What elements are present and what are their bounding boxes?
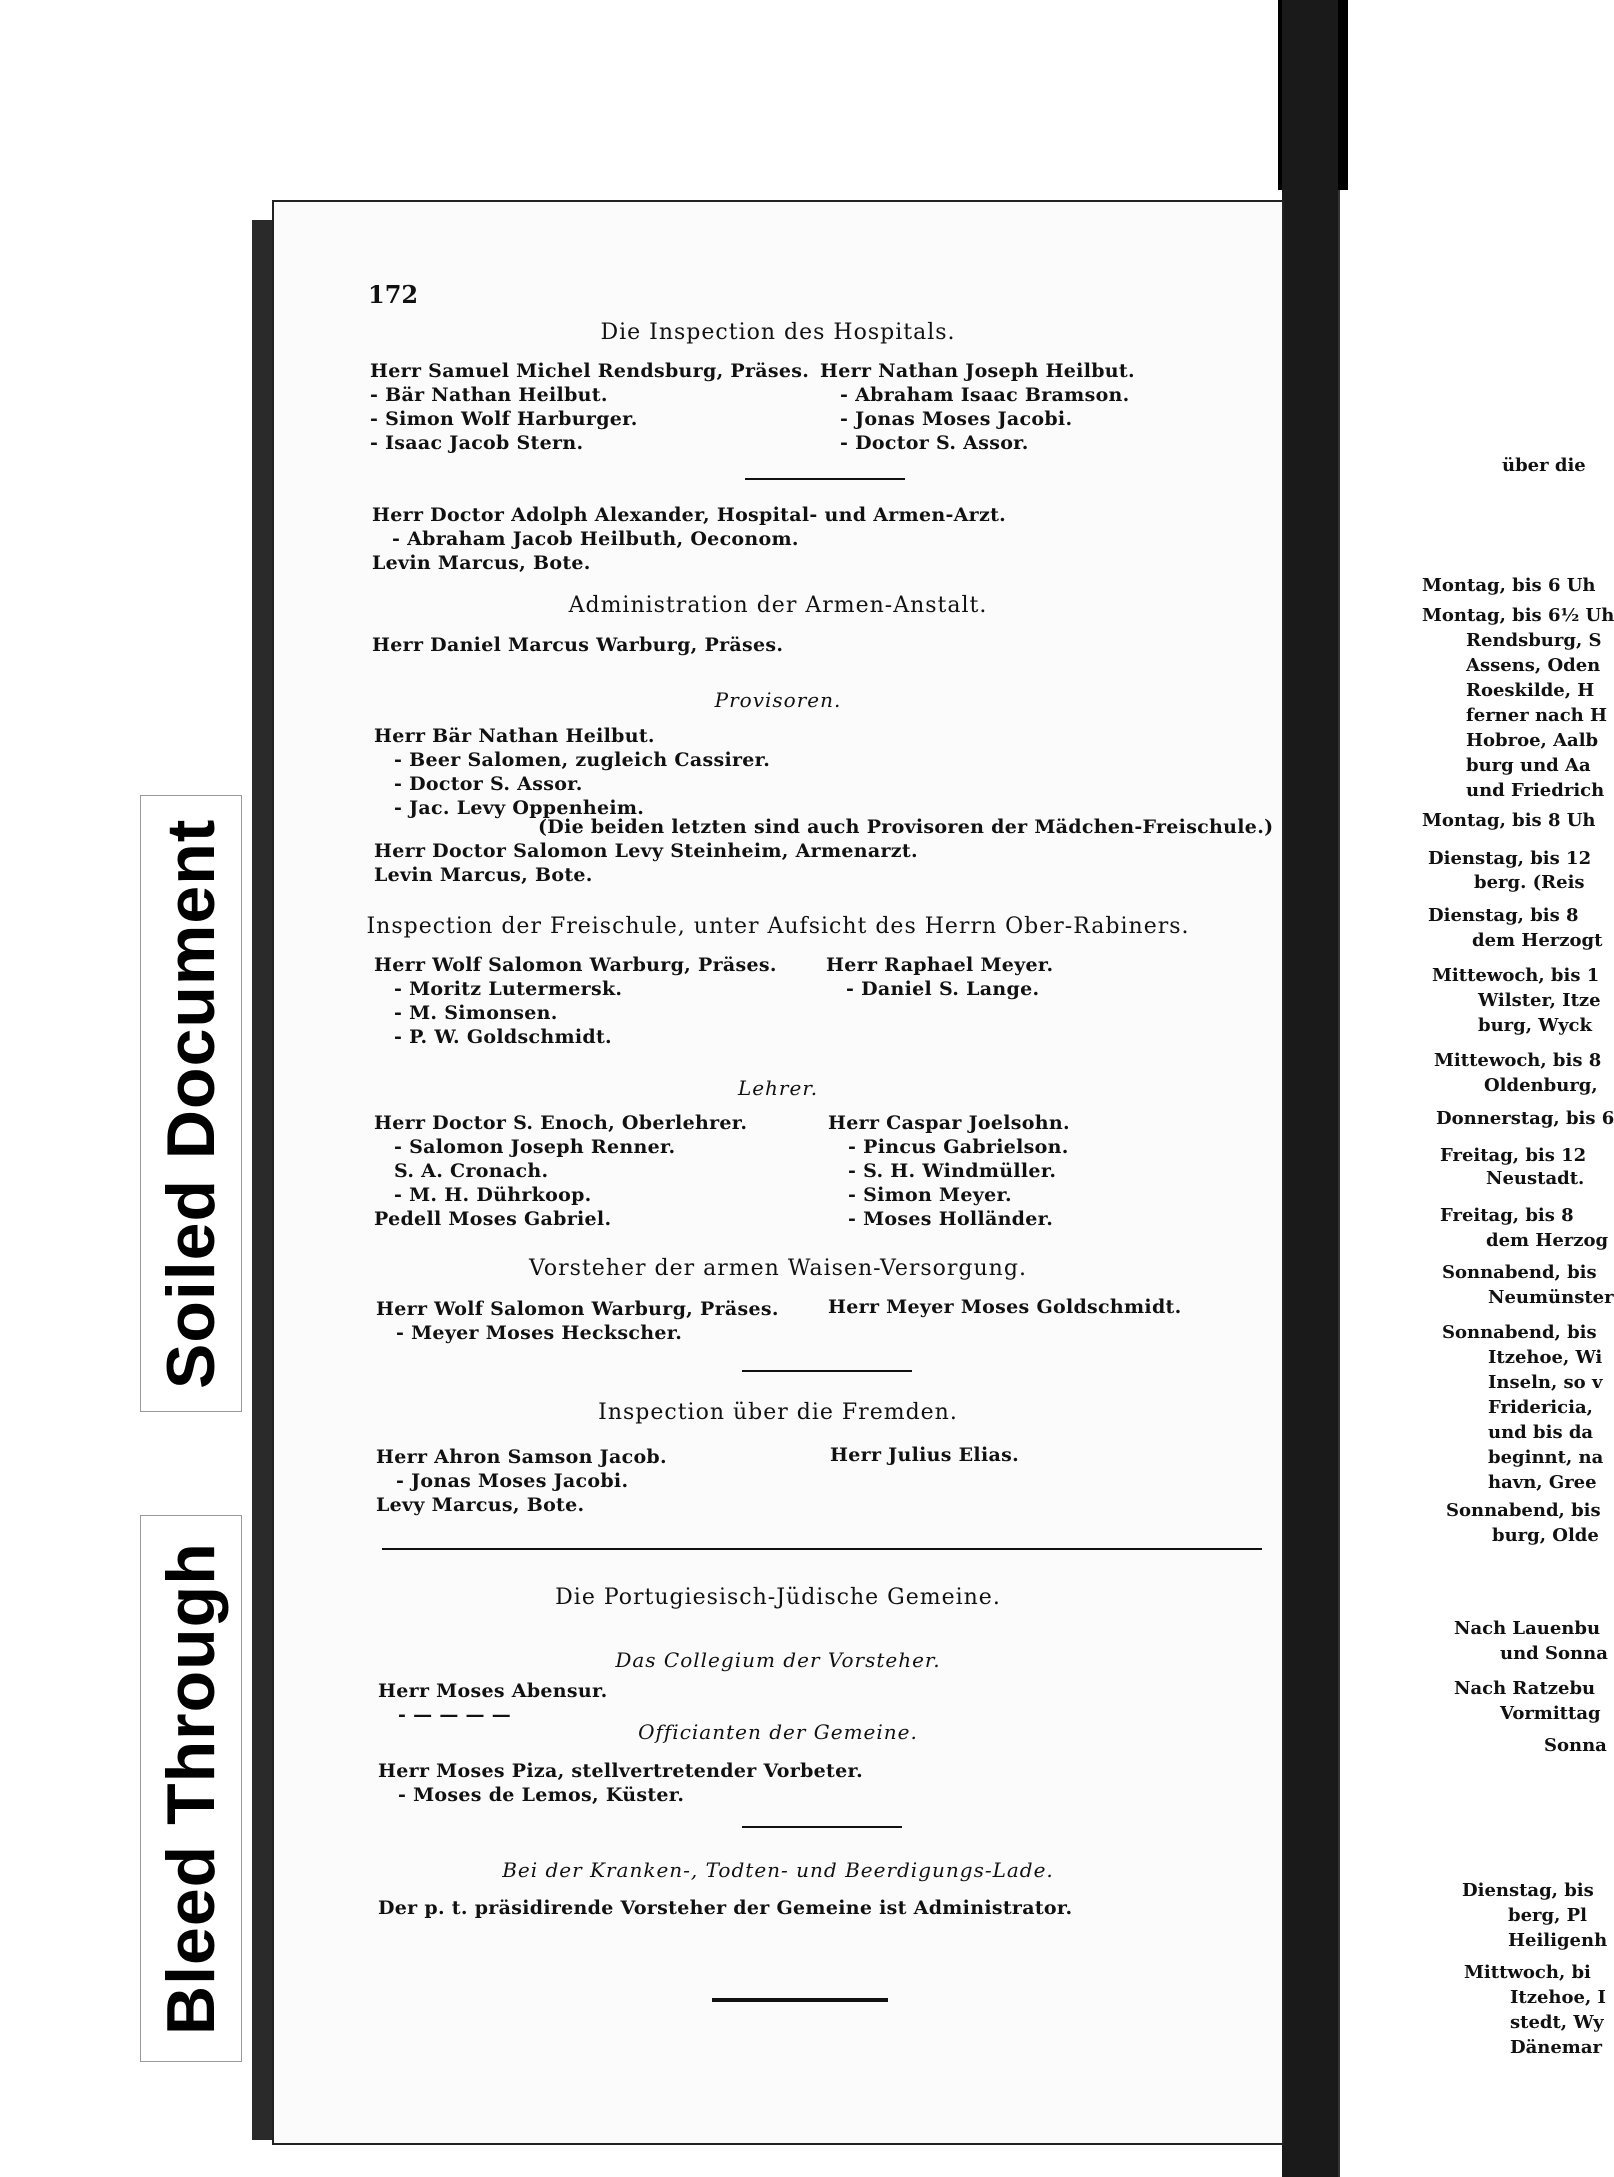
facing-page-line: Mittewoch, bis 8 (1434, 1050, 1602, 1071)
facing-page-line: Assens, Oden (1466, 655, 1601, 676)
facing-page-line: Inseln, so v (1488, 1372, 1603, 1393)
facing-page-line: Vormittag (1500, 1703, 1601, 1724)
staff-0: Herr Doctor Adolph Alexander, Hospital- und Armen-Arzt. (372, 504, 1007, 526)
facing-page-line: burg, Olde (1492, 1525, 1599, 1546)
provisor-5: Herr Doctor Salomon Levy Steinheim, Armenarzt. (374, 840, 918, 862)
facing-page-line: Oldenburg, (1484, 1075, 1598, 1096)
facing-page-line: Sonnabend, bis (1442, 1322, 1597, 1343)
provisor-6: Levin Marcus, Bote. (374, 864, 593, 886)
facing-page-line: burg und Aa (1466, 755, 1591, 776)
officianten-1: - Moses de Lemos, Küster. (398, 1784, 685, 1806)
freischule-left-3: - P. W. Goldschmidt. (394, 1026, 612, 1048)
facing-page-line: beginnt, na (1488, 1447, 1604, 1468)
facing-page-line: über die (1502, 455, 1586, 476)
bleed-through-label: Bleed Through (140, 1515, 242, 2062)
lehrer-left-2: S. A. Cronach. (394, 1160, 549, 1182)
lade-title: Bei der Kranken-, Todten- und Beerdigungs-Lade. (502, 1858, 1054, 1882)
facing-page-line: stedt, Wy (1510, 2012, 1604, 2033)
lehrer-right-3: - Simon Meyer. (848, 1184, 1012, 1206)
provisor-3: - Jac. Levy Oppenheim. (394, 797, 645, 819)
facing-page-line: burg, Wyck (1478, 1015, 1592, 1036)
facing-page-line: Dienstag, bis 8 (1428, 905, 1579, 926)
facing-page-line: Dienstag, bis 12 (1428, 848, 1592, 869)
freischule-right-1: - Daniel S. Lange. (846, 978, 1040, 1000)
page-number: 172 (368, 280, 419, 309)
armen-line: Herr Daniel Marcus Warburg, Präses. (372, 634, 784, 656)
book-spine (1282, 0, 1338, 2177)
provisor-note: (Die beiden letzten sind auch Provisoren der Mädchen-Freischule.) (538, 816, 1274, 838)
facing-page-line: Freitag, bis 8 (1440, 1205, 1574, 1226)
facing-page-line: havn, Gree (1488, 1472, 1597, 1493)
provisor-1: - Beer Salomen, zugleich Cassirer. (394, 749, 771, 771)
hospital-left-0: Herr Samuel Michel Rendsburg, Präses. (370, 360, 810, 382)
section-divider (382, 1548, 1262, 1550)
facing-page-line: Dänemar (1510, 2037, 1603, 2058)
staff-2: Levin Marcus, Bote. (372, 552, 591, 574)
page-edge (252, 220, 274, 2140)
lehrer-title: Lehrer. (737, 1076, 819, 1100)
armen-title: Administration der Armen-Anstalt. (568, 593, 988, 618)
lehrer-left-4: Pedell Moses Gabriel. (374, 1208, 612, 1230)
freischule-title: Inspection der Freischule, unter Aufsicht des Herrn Ober-Rabiners. (366, 914, 1190, 939)
staff-1: - Abraham Jacob Heilbuth, Oeconom. (392, 528, 799, 550)
facing-page-line: Roeskilde, H (1466, 680, 1595, 701)
facing-page-line: berg. (Reis (1474, 872, 1585, 893)
lehrer-right-2: - S. H. Windmüller. (848, 1160, 1057, 1182)
fremden-left-1: - Jonas Moses Jacobi. (396, 1470, 629, 1492)
end-ornament (712, 1998, 888, 2002)
freischule-left-1: - Moritz Lutermersk. (394, 978, 623, 1000)
facing-page-line: Sonna (1544, 1735, 1607, 1756)
waisen-title: Vorsteher der armen Waisen-Versorgung. (529, 1256, 1027, 1281)
lehrer-left-1: - Salomon Joseph Renner. (394, 1136, 676, 1158)
hospital-left-2: - Simon Wolf Harburger. (370, 408, 638, 430)
facing-page-line: berg, Pl (1508, 1905, 1588, 1926)
hospital-right-3: - Doctor S. Assor. (840, 432, 1029, 454)
divider (742, 1826, 902, 1828)
lehrer-left-3: - M. H. Dührkoop. (394, 1184, 592, 1206)
divider (745, 478, 905, 480)
facing-page-line: Hobroe, Aalb (1466, 730, 1599, 751)
hospital-right-0: Herr Nathan Joseph Heilbut. (820, 360, 1135, 382)
provisoren-title: Provisoren. (714, 688, 842, 712)
facing-page-line: Donnerstag, bis 6 (1436, 1108, 1614, 1129)
facing-page-line: Neustadt. (1486, 1168, 1585, 1189)
facing-page-line: und Sonna (1500, 1643, 1608, 1664)
hospital-left-1: - Bär Nathan Heilbut. (370, 384, 608, 406)
collegium-0: Herr Moses Abensur. (378, 1680, 608, 1702)
officianten-title: Officianten der Gemeine. (638, 1720, 918, 1744)
facing-page-line: dem Herzogt (1472, 930, 1603, 951)
portugiesisch-title: Die Portugiesisch-Jüdische Gemeine. (555, 1585, 1001, 1610)
facing-page-line: Heiligenh (1508, 1930, 1608, 1951)
freischule-right-0: Herr Raphael Meyer. (826, 954, 1054, 976)
fremden-left-0: Herr Ahron Samson Jacob. (376, 1446, 667, 1468)
facing-page-line: Freitag, bis 12 (1440, 1145, 1587, 1166)
lehrer-left-0: Herr Doctor S. Enoch, Oberlehrer. (374, 1112, 748, 1134)
facing-page-line: Montag, bis 6½ Uh (1422, 605, 1614, 626)
facing-page-line: Mittwoch, bi (1464, 1962, 1591, 1983)
facing-page-line: Fridericia, (1488, 1397, 1593, 1418)
facing-page-line: dem Herzog (1486, 1230, 1609, 1251)
facing-page-line: Nach Lauenbu (1454, 1618, 1601, 1639)
facing-page-line: Nach Ratzebu (1454, 1678, 1596, 1699)
waisen-left-0: Herr Wolf Salomon Warburg, Präses. (376, 1298, 779, 1320)
waisen-left-1: - Meyer Moses Heckscher. (396, 1322, 683, 1344)
freischule-left-0: Herr Wolf Salomon Warburg, Präses. (374, 954, 777, 976)
freischule-left-2: - M. Simonsen. (394, 1002, 558, 1024)
officianten-0: Herr Moses Piza, stellvertretender Vorbeter. (378, 1760, 863, 1782)
facing-page-line: Montag, bis 8 Uh (1422, 810, 1596, 831)
fremden-left-2: Levy Marcus, Bote. (376, 1494, 585, 1516)
waisen-right-0: Herr Meyer Moses Goldschmidt. (828, 1296, 1182, 1318)
provisor-2: - Doctor S. Assor. (394, 773, 583, 795)
collegium-1: - — — — — (398, 1704, 512, 1726)
facing-page-line: Itzehoe, I (1510, 1987, 1606, 2008)
hospital-title: Die Inspection des Hospitals. (600, 320, 956, 345)
facing-page-line: Sonnabend, bis (1442, 1262, 1597, 1283)
hospital-right-2: - Jonas Moses Jacobi. (840, 408, 1073, 430)
facing-page-line: Itzehoe, Wi (1488, 1347, 1603, 1368)
lehrer-right-1: - Pincus Gabrielson. (848, 1136, 1069, 1158)
collegium-title: Das Collegium der Vorsteher. (615, 1648, 941, 1672)
fremden-title: Inspection über die Fremden. (598, 1400, 958, 1425)
facing-page-line: und bis da (1488, 1422, 1594, 1443)
soiled-document-label: Soiled Document (140, 795, 242, 1412)
hospital-left-3: - Isaac Jacob Stern. (370, 432, 584, 454)
facing-page-line: Rendsburg, S (1466, 630, 1602, 651)
hospital-right-1: - Abraham Isaac Bramson. (840, 384, 1130, 406)
lade-line: Der p. t. präsidirende Vorsteher der Gemeine ist Administrator. (378, 1897, 1073, 1919)
facing-page-line: Wilster, Itze (1478, 990, 1601, 1011)
facing-page-line: Dienstag, bis (1462, 1880, 1594, 1901)
divider (742, 1370, 912, 1372)
facing-page-line: Montag, bis 6 Uh (1422, 575, 1596, 596)
fremden-right-0: Herr Julius Elias. (830, 1444, 1019, 1466)
facing-page-line: Neumünster (1488, 1287, 1614, 1308)
facing-page-line: Sonnabend, bis (1446, 1500, 1601, 1521)
facing-page-line: und Friedrich (1466, 780, 1605, 801)
facing-page-line: ferner nach H (1466, 705, 1608, 726)
lehrer-right-0: Herr Caspar Joelsohn. (828, 1112, 1070, 1134)
provisor-0: Herr Bär Nathan Heilbut. (374, 725, 655, 747)
lehrer-right-4: - Moses Holländer. (848, 1208, 1054, 1230)
facing-page-line: Mittewoch, bis 1 (1432, 965, 1600, 986)
